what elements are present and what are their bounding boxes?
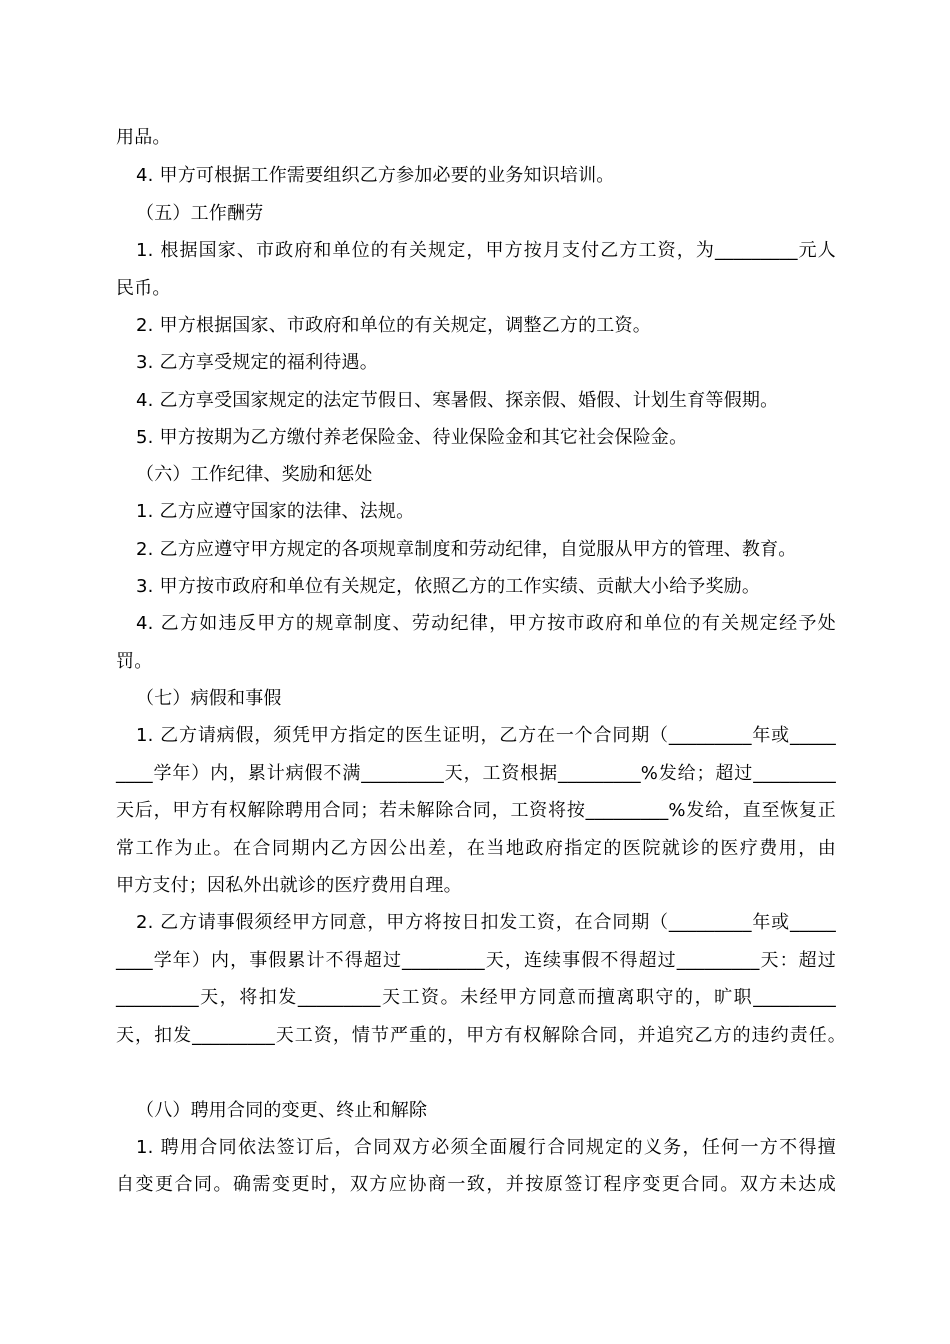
text-line: ____学年）内，累计病假不满_________天，工资根据_________%发给；超过_________ bbox=[116, 763, 836, 784]
text-line: 1. 乙方请病假，须凭甲方指定的医生证明，乙方在一个合同期（_________年或_____ bbox=[136, 725, 836, 746]
text-line: 3. 乙方享受规定的福利待遇。 bbox=[136, 352, 378, 373]
section-heading: （七）病假和事假 bbox=[136, 688, 282, 709]
text-line: 1. 乙方应遵守国家的法律、法规。 bbox=[136, 501, 415, 522]
text-line: 常工作为止。在合同期内乙方因公出差，在当地政府指定的医院就诊的医疗费用，由 bbox=[116, 838, 836, 859]
section-heading: （六）工作纪律、奖励和惩处 bbox=[136, 464, 373, 485]
text-line: 1. 根据国家、市政府和单位的有关规定，甲方按月支付乙方工资，为_________元人 bbox=[136, 240, 836, 261]
text-line: _________天，将扣发_________天工资。未经甲方同意而擅离职守的，旷职_________ bbox=[116, 987, 836, 1008]
text-line: 2. 乙方请事假须经甲方同意，甲方将按日扣发工资，在合同期（_________年或_____ bbox=[136, 912, 836, 933]
text-line: 3. 甲方按市政府和单位有关规定，依照乙方的工作实绩、贡献大小给予奖励。 bbox=[136, 576, 761, 597]
text-line: ____学年）内，事假累计不得超过_________天，连续事假不得超过_________天：超过 bbox=[116, 950, 836, 971]
text-line: 4. 乙方如违反甲方的规章制度、劳动纪律，甲方按市政府和单位的有关规定经予处 bbox=[136, 613, 836, 634]
section-heading: （八）聘用合同的变更、终止和解除 bbox=[136, 1100, 428, 1121]
text-line: 甲方支付；因私外出就诊的医疗费用自理。 bbox=[116, 875, 462, 896]
section-heading: （五）工作酬劳 bbox=[136, 203, 264, 224]
text-line: 自变更合同。确需变更时，双方应协商一致，并按原签订程序变更合同。双方未达成 bbox=[116, 1174, 836, 1195]
text-line: 4. 乙方享受国家规定的法定节假日、寒暑假、探亲假、婚假、计划生育等假期。 bbox=[136, 390, 779, 411]
text-line: 2. 乙方应遵守甲方规定的各项规章制度和劳动纪律，自觉服从甲方的管理、教育。 bbox=[136, 539, 797, 560]
text-line: 民币。 bbox=[116, 278, 171, 299]
text-line: 用品。 bbox=[116, 127, 171, 148]
text-line: 罚。 bbox=[116, 651, 153, 672]
text-line: 5. 甲方按期为乙方缴付养老保险金、待业保险金和其它社会保险金。 bbox=[136, 427, 688, 448]
text-line: 天，扣发_________天工资，情节严重的，甲方有权解除合同，并追究乙方的违约责任。 bbox=[116, 1025, 846, 1046]
text-line: 1. 聘用合同依法签订后，合同双方必须全面履行合同规定的义务，任何一方不得擅 bbox=[136, 1137, 836, 1158]
text-line: 4. 甲方可根据工作需要组织乙方参加必要的业务知识培训。 bbox=[136, 165, 615, 186]
text-line: 2. 甲方根据国家、市政府和单位的有关规定，调整乙方的工资。 bbox=[136, 315, 651, 336]
text-line: 天后，甲方有权解除聘用合同；若未解除合同，工资将按_________%发给，直至恢复正 bbox=[116, 800, 836, 821]
